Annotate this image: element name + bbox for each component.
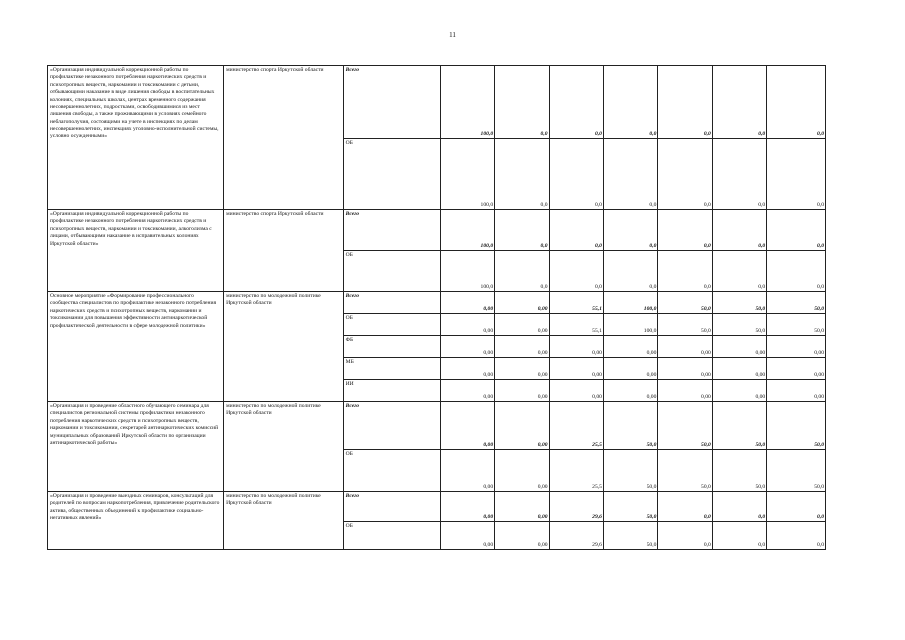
amount-cell: 50,0 (603, 450, 657, 492)
funding-source: ФБ (343, 336, 440, 358)
amount-cell: 100,0 (440, 251, 494, 292)
amount-cell: 0,00 (495, 336, 549, 358)
funding-source: ОБ (343, 450, 440, 492)
responsible-executor: министерство спорта Иркутской области (224, 210, 344, 292)
responsible-executor: министерство спорта Иркутской области (224, 66, 344, 210)
amount-cell: 0,00 (603, 358, 657, 380)
amount-cell: 0,0 (495, 251, 549, 292)
amount-cell: 0,0 (658, 66, 712, 139)
amount-cell: 0,00 (495, 522, 549, 550)
amount-cell: 0,0 (767, 522, 826, 550)
amount-cell: 0,0 (658, 139, 712, 210)
funding-source: Всего (343, 66, 440, 139)
funding-source: ОБ (343, 251, 440, 292)
amount-cell: 50,0 (603, 402, 657, 450)
budget-table (47, 65, 826, 550)
amount-cell: 0,0 (495, 66, 549, 139)
amount-cell: 0,0 (658, 251, 712, 292)
amount-cell: 0,00 (440, 492, 494, 522)
amount-cell: 55,1 (549, 314, 603, 336)
amount-cell: 0,00 (549, 380, 603, 402)
amount-cell: 0,00 (440, 314, 494, 336)
amount-cell: 0,0 (767, 139, 826, 210)
amount-cell: 0,0 (712, 210, 766, 251)
amount-cell: 0,00 (440, 358, 494, 380)
amount-cell: 50,0 (712, 450, 766, 492)
responsible-executor: министерство по молодежной политике Иркутской области (224, 292, 344, 402)
amount-cell: 0,0 (603, 139, 657, 210)
amount-cell: 0,00 (712, 380, 766, 402)
amount-cell: 50,0 (603, 492, 657, 522)
amount-cell: 0,00 (549, 358, 603, 380)
amount-cell: 0,00 (440, 522, 494, 550)
amount-cell: 29,6 (549, 522, 603, 550)
amount-cell: 0,0 (603, 66, 657, 139)
amount-cell: 0,0 (549, 66, 603, 139)
amount-cell: 0,0 (712, 492, 766, 522)
funding-source: Всего (343, 210, 440, 251)
amount-cell: 50,0 (712, 292, 766, 314)
amount-cell: 0,0 (712, 66, 766, 139)
amount-cell: 100,0 (440, 66, 494, 139)
amount-cell: 0,00 (440, 336, 494, 358)
amount-cell: 0,00 (495, 492, 549, 522)
amount-cell: 50,0 (767, 314, 826, 336)
funding-source: Всего (343, 292, 440, 314)
measure-description: «Организация и проведение областного обучающего семинара для специалистов региональной системы профилактики незаконного потребления наркотических средств и психотропных веществ, наркомании и токсикомании, секретарей антинаркотических комиссий муниципальных образований Иркутской области по организации антинаркотической работы» (48, 402, 224, 492)
funding-source: Всего (343, 492, 440, 522)
measure-description: «Организация индивидуальной коррекционной работы по профилактике незаконного потребления наркотических средств и психотропных веществ, наркомании и токсикомании, алкоголизма с лицами, отбывающими наказание в исправительных колониях Иркутской области» (48, 210, 224, 292)
amount-cell: 50,0 (658, 450, 712, 492)
amount-cell: 50,0 (658, 292, 712, 314)
amount-cell: 0,0 (767, 210, 826, 251)
amount-cell: 0,00 (495, 314, 549, 336)
amount-cell: 0,00 (495, 450, 549, 492)
amount-cell: 0,0 (712, 139, 766, 210)
table-row (48, 210, 826, 251)
amount-cell: 0,0 (603, 251, 657, 292)
amount-cell: 0,00 (658, 336, 712, 358)
amount-cell: 29,6 (549, 492, 603, 522)
responsible-executor: министерство по молодежной политике Иркутской области (224, 492, 344, 550)
amount-cell: 50,0 (712, 402, 766, 450)
amount-cell: 0,00 (495, 292, 549, 314)
amount-cell: 0,0 (658, 522, 712, 550)
measure-description: Основное мероприятие «Формирование профессионального сообщества специалистов по профилактике незаконного потребления наркотических средств и психотропных веществ, наркомании и токсикомании для повышения эффективности антинаркотической профилактической деятельности в сфере молодежной политики» (48, 292, 224, 402)
amount-cell: 0,00 (440, 450, 494, 492)
amount-cell: 0,00 (767, 336, 826, 358)
table-row (48, 66, 826, 139)
measure-description: «Организация индивидуальной коррекционной работы по профилактике незаконного потребления наркотических средств и психотропных веществ, наркомании и токсикомании с детьми, отбывающими наказание в виде лишения свободы в воспитательных колониях, специальных школах, центрах временного содержания несовершеннолетних, подростками, освободившимися из мест лишения свободы, а также проживающими в условиях семейного неблагополучия, состоящими на учете в инспекциях по делам несовершеннолетних, инспекциях уголовно-исполнительной системы, условно осужденными» (48, 66, 224, 210)
amount-cell: 0,00 (603, 336, 657, 358)
amount-cell: 0,0 (549, 251, 603, 292)
amount-cell: 0,0 (495, 210, 549, 251)
amount-cell: 0,00 (549, 336, 603, 358)
amount-cell: 0,00 (440, 380, 494, 402)
amount-cell: 0,0 (549, 210, 603, 251)
amount-cell: 0,00 (495, 380, 549, 402)
amount-cell: 0,0 (549, 139, 603, 210)
table-row (48, 292, 826, 314)
amount-cell: 100,0 (603, 314, 657, 336)
amount-cell: 0,00 (712, 336, 766, 358)
amount-cell: 0,0 (767, 251, 826, 292)
amount-cell: 0,00 (440, 292, 494, 314)
amount-cell: 0,00 (495, 358, 549, 380)
amount-cell: 50,0 (767, 402, 826, 450)
amount-cell: 100,0 (440, 139, 494, 210)
amount-cell: 0,00 (603, 380, 657, 402)
amount-cell: 50,0 (658, 402, 712, 450)
amount-cell: 0,0 (712, 251, 766, 292)
funding-source: ОБ (343, 522, 440, 550)
amount-cell: 0,00 (712, 358, 766, 380)
table-row (48, 492, 826, 522)
amount-cell: 0,00 (495, 402, 549, 450)
amount-cell: 0,00 (440, 402, 494, 450)
amount-cell: 50,0 (603, 522, 657, 550)
amount-cell: 50,0 (767, 292, 826, 314)
amount-cell: 0,00 (767, 358, 826, 380)
amount-cell: 0,0 (658, 492, 712, 522)
amount-cell: 55,1 (549, 292, 603, 314)
amount-cell: 0,0 (767, 66, 826, 139)
amount-cell: 50,0 (658, 314, 712, 336)
amount-cell: 0,0 (712, 522, 766, 550)
funding-source: МБ (343, 358, 440, 380)
amount-cell: 50,0 (767, 450, 826, 492)
amount-cell: 0,00 (658, 358, 712, 380)
amount-cell: 100,0 (603, 292, 657, 314)
amount-cell: 0,00 (767, 380, 826, 402)
amount-cell: 0,0 (767, 492, 826, 522)
amount-cell: 0,0 (495, 139, 549, 210)
funding-source: Всего (343, 402, 440, 450)
amount-cell: 25,5 (549, 450, 603, 492)
amount-cell: 50,0 (712, 314, 766, 336)
amount-cell: 0,0 (658, 210, 712, 251)
amount-cell: 0,0 (603, 210, 657, 251)
amount-cell: 0,00 (658, 380, 712, 402)
funding-source: ОБ (343, 314, 440, 336)
page-number: 11 (449, 31, 456, 39)
funding-source: ОБ (343, 139, 440, 210)
measure-description: «Организация и проведение выездных семинаров, консультаций для родителей по вопросам наркопотребления, привлечение родительского актива, общественных объединений к профилактике социально-негативных явлений» (48, 492, 224, 550)
responsible-executor: министерство по молодежной политике Иркутской области (224, 402, 344, 492)
funding-source: ИИ (343, 380, 440, 402)
amount-cell: 100,0 (440, 210, 494, 251)
table-body (48, 66, 826, 550)
table-row (48, 402, 826, 450)
amount-cell: 25,5 (549, 402, 603, 450)
